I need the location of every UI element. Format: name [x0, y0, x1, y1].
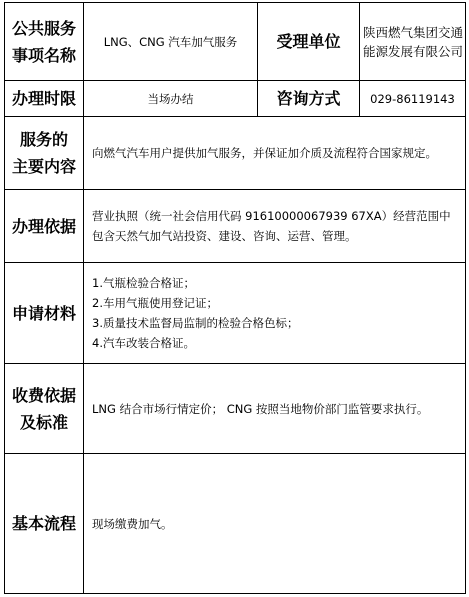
main-content-label-line2: 主要内容 — [11, 157, 76, 176]
service-item-label-line2: 事项名称 — [11, 45, 76, 65]
materials-item: 4.汽车改装合格证。 — [92, 336, 195, 350]
contact-label: 咨询方式 — [258, 81, 360, 117]
time-limit-row — [5, 81, 466, 117]
service-info-table — [4, 2, 466, 594]
fee-label-line2: 及标准 — [19, 412, 68, 432]
accepting-unit-label: 受理单位 — [258, 3, 360, 81]
basis-value: 营业执照（统一社会信用代码 91610000067939 67XA）经营范围中包含天然气加气站投资、建设、咨询、运营、管理。 — [84, 190, 466, 263]
fee-label-line1: 收费依据 — [11, 385, 76, 405]
main-content-row — [5, 117, 466, 190]
fee-label — [5, 364, 84, 454]
process-label: 基本流程 — [5, 454, 84, 594]
materials-item: 2.车用气瓶使用登记证； — [92, 296, 218, 310]
contact-value: 029-86119143 — [360, 81, 466, 117]
fee-value: LNG 结合市场行情定价； CNG 按照当地物价部门监管要求执行。 — [84, 364, 466, 454]
service-item-row — [5, 3, 466, 81]
service-item-label — [5, 3, 84, 81]
main-content-label-line1: 服务的 — [19, 130, 68, 149]
materials-item: 3.质量技术监督局监制的检验合格色标； — [92, 316, 299, 330]
time-limit-label: 办理时限 — [5, 81, 84, 117]
basis-label: 办理依据 — [5, 190, 84, 263]
materials-label: 申请材料 — [5, 263, 84, 364]
time-limit-value: 当场办结 — [84, 81, 258, 117]
materials-row — [5, 263, 466, 364]
process-value: 现场缴费加气。 — [84, 454, 466, 594]
materials-item: 1.气瓶检验合格证； — [92, 276, 195, 290]
service-item-label-line1: 公共服务 — [11, 18, 76, 38]
main-content-label — [5, 117, 84, 190]
process-row — [5, 454, 466, 594]
main-content-value: 向燃气汽车用户提供加气服务，并保证加介质及流程符合国家规定。 — [84, 117, 466, 190]
fee-row — [5, 364, 466, 454]
basis-row — [5, 190, 466, 263]
materials-list — [84, 263, 466, 364]
service-item-value: LNG、CNG 汽车加气服务 — [84, 3, 258, 81]
accepting-unit-value: 陕西燃气集团交通能源发展有限公司 — [360, 3, 466, 81]
